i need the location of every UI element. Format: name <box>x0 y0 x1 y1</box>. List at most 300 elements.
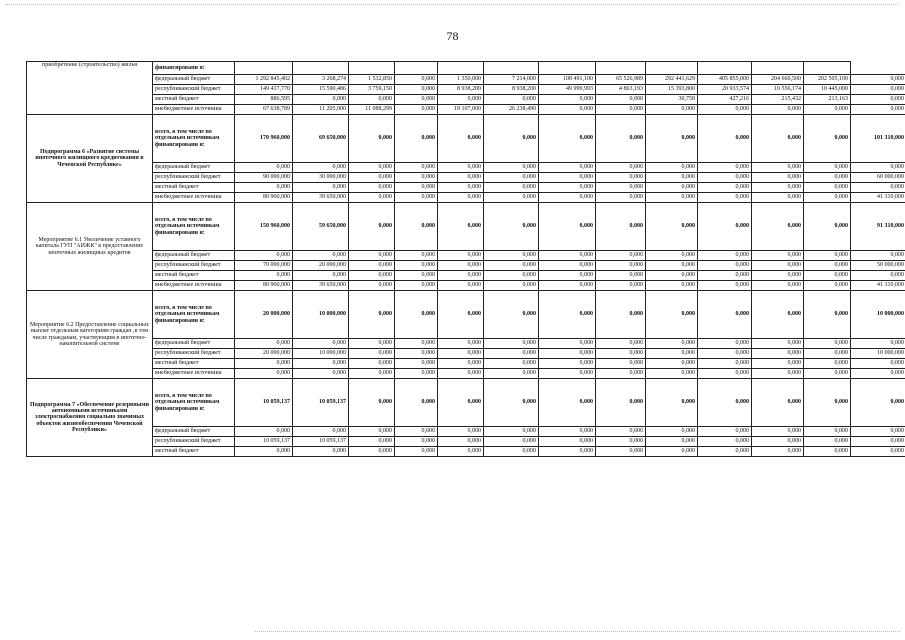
amount-cell: 0,000 <box>438 349 484 359</box>
amount-cell: 0,000 <box>484 369 539 379</box>
amount-cell: 0,000 <box>646 379 698 427</box>
amount-cell: 0,000 <box>438 203 484 251</box>
amount-cell: 0,000 <box>698 183 752 193</box>
amount-cell: 0,000 <box>851 85 905 95</box>
amount-cell: 0,000 <box>235 427 293 437</box>
amount-cell: 0,000 <box>752 173 804 183</box>
amount-cell: 0,000 <box>484 291 539 339</box>
amount-cell: 0,000 <box>646 183 698 193</box>
amount-cell: 10 059,137 <box>293 437 349 447</box>
amount-cell: 170 960,000 <box>235 115 293 163</box>
amount-cell: 0,000 <box>596 193 646 203</box>
amount-cell: 0,000 <box>596 281 646 291</box>
amount-cell: 204 660,500 <box>752 75 804 85</box>
amount-cell: 0,000 <box>438 261 484 271</box>
amount-cell: 10 000,000 <box>851 291 905 339</box>
amount-cell: 0,000 <box>804 115 851 163</box>
amount-cell: 0,000 <box>293 271 349 281</box>
amount-cell: 0,000 <box>539 427 596 437</box>
amount-cell: 0,000 <box>438 437 484 447</box>
amount-cell: 0,000 <box>752 379 804 427</box>
amount-cell: 0,000 <box>752 349 804 359</box>
amount-cell: 10 000,000 <box>851 349 905 359</box>
amount-cell: 0,000 <box>596 379 646 427</box>
amount-cell <box>235 62 293 75</box>
amount-cell: 0,000 <box>484 173 539 183</box>
table-row <box>27 163 905 173</box>
amount-cell: 0,000 <box>646 427 698 437</box>
amount-cell: 0,000 <box>395 291 438 339</box>
amount-cell: 0,000 <box>596 369 646 379</box>
amount-cell: 0,000 <box>539 339 596 349</box>
amount-cell: 0,000 <box>851 183 905 193</box>
funding-source: федеральный бюджет <box>153 163 235 173</box>
amount-cell: 0,000 <box>596 359 646 369</box>
amount-cell: 0,000 <box>752 271 804 281</box>
amount-cell: 0,000 <box>235 359 293 369</box>
amount-cell: 0,000 <box>539 271 596 281</box>
amount-cell <box>484 62 539 75</box>
funding-source: местный бюджет <box>153 359 235 369</box>
amount-cell: 0,000 <box>698 115 752 163</box>
amount-cell: 0,000 <box>395 261 438 271</box>
amount-cell: 0,000 <box>851 369 905 379</box>
financing-table <box>26 61 905 457</box>
amount-cell: 0,000 <box>395 437 438 447</box>
funding-source: всего, в том числе по отдельным источникам финансировани я: <box>153 379 235 427</box>
amount-cell: 0,000 <box>646 437 698 447</box>
amount-cell: 0,000 <box>395 105 438 115</box>
amount-cell: 0,000 <box>349 163 395 173</box>
amount-cell: 0,000 <box>851 163 905 173</box>
amount-cell: 0,000 <box>395 115 438 163</box>
amount-cell: 0,000 <box>698 339 752 349</box>
amount-cell: 0,000 <box>539 447 596 457</box>
amount-cell: 0,000 <box>484 203 539 251</box>
amount-cell: 0,000 <box>804 447 851 457</box>
amount-cell: 60 000,000 <box>851 173 905 183</box>
funding-source: всего, в том числе по отдельным источникам финансировани я: <box>153 203 235 251</box>
amount-cell <box>646 62 698 75</box>
amount-cell: 0,000 <box>596 349 646 359</box>
amount-cell: 0,000 <box>596 427 646 437</box>
funding-source: республиканский бюджет <box>153 437 235 447</box>
table-row <box>27 427 905 437</box>
amount-cell: 0,000 <box>349 359 395 369</box>
amount-cell <box>395 62 438 75</box>
table-row <box>27 447 905 457</box>
amount-cell: 213,163 <box>804 95 851 105</box>
amount-cell: 26 238,490 <box>484 105 539 115</box>
amount-cell: 0,000 <box>484 349 539 359</box>
amount-cell: 4 863,193 <box>596 85 646 95</box>
amount-cell: 0,000 <box>596 339 646 349</box>
amount-cell: 0,000 <box>698 291 752 339</box>
amount-cell: 0,000 <box>438 183 484 193</box>
amount-cell: 20 000,000 <box>293 261 349 271</box>
amount-cell: 20 000,000 <box>235 291 293 339</box>
amount-cell: 0,000 <box>484 183 539 193</box>
funding-source: всего, в том числе по отдельным источникам финансировани я: <box>153 115 235 163</box>
amount-cell: 0,000 <box>596 163 646 173</box>
amount-cell: 0,000 <box>395 271 438 281</box>
funding-source: федеральный бюджет <box>153 339 235 349</box>
amount-cell: 0,000 <box>235 251 293 261</box>
amount-cell: 19 107,000 <box>438 105 484 115</box>
amount-cell: 7 214,000 <box>484 75 539 85</box>
amount-cell: 0,000 <box>484 261 539 271</box>
table-row <box>27 359 905 369</box>
funding-source: республиканский бюджет <box>153 85 235 95</box>
funding-source: финансировани я: <box>153 62 235 75</box>
table-row-total <box>27 115 905 163</box>
amount-cell: 0,000 <box>646 193 698 203</box>
amount-cell: 0,000 <box>698 349 752 359</box>
amount-cell: 0,000 <box>698 271 752 281</box>
amount-cell: 67 638,789 <box>235 105 293 115</box>
amount-cell: 0,000 <box>646 173 698 183</box>
amount-cell: 0,000 <box>293 427 349 437</box>
amount-cell: 0,000 <box>804 349 851 359</box>
amount-cell: 0,000 <box>596 203 646 251</box>
amount-cell: 0,000 <box>438 251 484 261</box>
amount-cell: 149 417,770 <box>235 85 293 95</box>
amount-cell: 20 000,000 <box>235 349 293 359</box>
amount-cell: 0,000 <box>395 281 438 291</box>
funding-source: федеральный бюджет <box>153 251 235 261</box>
amount-cell: 0,000 <box>395 193 438 203</box>
amount-cell: 0,000 <box>539 163 596 173</box>
amount-cell: 0,000 <box>698 173 752 183</box>
amount-cell: 0,000 <box>293 369 349 379</box>
program-name: Мероприятие 6.2 Предоставление социальных выплат отдельным категориям граждан ,в том числе гражданам, участвующим в ипотечно-накопительной системе <box>27 291 153 379</box>
amount-cell: 0,000 <box>596 95 646 105</box>
amount-cell: 10 445,000 <box>804 85 851 95</box>
amount-cell: 0,000 <box>349 339 395 349</box>
funding-source: местный бюджет <box>153 271 235 281</box>
amount-cell: 0,000 <box>349 203 395 251</box>
amount-cell: 50 000,000 <box>851 261 905 271</box>
amount-cell: 0,000 <box>646 339 698 349</box>
amount-cell: 0,000 <box>539 261 596 271</box>
program-name: приобретение (строительство) жилья <box>27 62 153 115</box>
amount-cell: 65 526,989 <box>596 75 646 85</box>
program-name: Подпрограмма 7 «Обеспечение резервными автономными источниками электроснабжения социально значимых объектов жизнеобеспечения Чеченской Республики» <box>27 379 153 457</box>
amount-cell: 0,000 <box>539 173 596 183</box>
table-body <box>27 62 905 457</box>
amount-cell: 0,000 <box>395 95 438 105</box>
amount-cell: 0,000 <box>804 203 851 251</box>
scan-top-edge <box>6 4 898 5</box>
amount-cell: 0,000 <box>752 281 804 291</box>
amount-cell: 0,000 <box>698 447 752 457</box>
funding-source: местный бюджет <box>153 447 235 457</box>
amount-cell: 0,000 <box>851 75 905 85</box>
amount-cell: 0,000 <box>646 447 698 457</box>
table-row <box>27 173 905 183</box>
amount-cell <box>349 62 395 75</box>
amount-cell: 0,000 <box>395 349 438 359</box>
amount-cell: 0,000 <box>596 105 646 115</box>
amount-cell: 405 855,000 <box>698 75 752 85</box>
amount-cell: 11 088,299 <box>349 105 395 115</box>
amount-cell: 10 059,137 <box>235 379 293 427</box>
amount-cell: 0,000 <box>851 271 905 281</box>
amount-cell: 0,000 <box>752 251 804 261</box>
amount-cell: 0,000 <box>752 183 804 193</box>
amount-cell: 0,000 <box>349 261 395 271</box>
amount-cell: 101 310,000 <box>851 115 905 163</box>
amount-cell: 0,000 <box>395 75 438 85</box>
amount-cell: 1 292 845,402 <box>235 75 293 85</box>
amount-cell: 0,000 <box>349 379 395 427</box>
table-row <box>27 369 905 379</box>
table-row <box>27 251 905 261</box>
funding-source: республиканский бюджет <box>153 173 235 183</box>
funding-source: республиканский бюджет <box>153 261 235 271</box>
amount-cell: 0,000 <box>438 379 484 427</box>
amount-cell: 0,000 <box>851 95 905 105</box>
amount-cell: 0,000 <box>646 349 698 359</box>
amount-cell: 0,000 <box>349 271 395 281</box>
amount-cell: 0,000 <box>698 437 752 447</box>
amount-cell: 30,758 <box>646 95 698 105</box>
amount-cell: 0,000 <box>646 203 698 251</box>
amount-cell: 0,000 <box>438 447 484 457</box>
amount-cell: 10 059,137 <box>235 437 293 447</box>
amount-cell: 59 650,000 <box>293 203 349 251</box>
amount-cell: 0,000 <box>851 339 905 349</box>
amount-cell: 0,000 <box>851 447 905 457</box>
amount-cell: 0,000 <box>438 427 484 437</box>
amount-cell: 0,000 <box>804 173 851 183</box>
amount-cell: 0,000 <box>752 339 804 349</box>
amount-cell: 0,000 <box>349 369 395 379</box>
amount-cell: 0,000 <box>438 339 484 349</box>
amount-cell: 0,000 <box>438 359 484 369</box>
table-row-total <box>27 379 905 427</box>
amount-cell: 0,000 <box>851 427 905 437</box>
amount-cell: 0,000 <box>293 447 349 457</box>
amount-cell: 0,000 <box>851 359 905 369</box>
amount-cell: 0,000 <box>235 163 293 173</box>
amount-cell: 0,000 <box>539 183 596 193</box>
amount-cell: 0,000 <box>438 173 484 183</box>
amount-cell <box>438 62 484 75</box>
table-row <box>27 339 905 349</box>
amount-cell: 0,000 <box>596 271 646 281</box>
amount-cell: 10 000,000 <box>293 349 349 359</box>
amount-cell: 0,000 <box>349 447 395 457</box>
amount-cell: 11 205,000 <box>293 105 349 115</box>
amount-cell: 0,000 <box>804 105 851 115</box>
funding-source: местный бюджет <box>153 183 235 193</box>
amount-cell: 886,595 <box>235 95 293 105</box>
amount-cell: 0,000 <box>851 105 905 115</box>
amount-cell: 108 491,100 <box>539 75 596 85</box>
page-number: 78 <box>446 29 459 43</box>
amount-cell: 0,000 <box>646 261 698 271</box>
funding-source: всего, в том числе по отдельным источникам финансировани я: <box>153 291 235 339</box>
amount-cell: 0,000 <box>539 437 596 447</box>
amount-cell: 15 393,800 <box>646 85 698 95</box>
amount-cell: 0,000 <box>484 339 539 349</box>
amount-cell: 0,000 <box>293 163 349 173</box>
amount-cell: 0,000 <box>293 183 349 193</box>
amount-cell: 0,000 <box>752 163 804 173</box>
amount-cell: 0,000 <box>596 291 646 339</box>
amount-cell: 0,000 <box>804 271 851 281</box>
amount-cell: 0,000 <box>484 251 539 261</box>
amount-cell: 0,000 <box>539 115 596 163</box>
amount-cell: 20 933,574 <box>698 85 752 95</box>
amount-cell: 0,000 <box>752 369 804 379</box>
amount-cell: 0,000 <box>804 437 851 447</box>
amount-cell: 8 938,200 <box>438 85 484 95</box>
amount-cell: 0,000 <box>395 251 438 261</box>
amount-cell: 215,432 <box>752 95 804 105</box>
amount-cell: 0,000 <box>596 447 646 457</box>
table-row <box>27 193 905 203</box>
amount-cell <box>804 62 851 75</box>
amount-cell: 0,000 <box>484 447 539 457</box>
amount-cell: 0,000 <box>698 379 752 427</box>
program-name: Подпрограмма 6 «Развитие системы ипотечного жилищного кредитования в Чеченской Республике» <box>27 115 153 203</box>
amount-cell: 0,000 <box>438 115 484 163</box>
amount-cell: 0,000 <box>804 193 851 203</box>
amount-cell: 0,000 <box>698 369 752 379</box>
funding-source: федеральный бюджет <box>153 75 235 85</box>
amount-cell: 0,000 <box>752 437 804 447</box>
table-row <box>27 261 905 271</box>
amount-cell: 0,000 <box>596 251 646 261</box>
amount-cell: 0,000 <box>349 281 395 291</box>
amount-cell: 0,000 <box>349 427 395 437</box>
funding-source: внебюджетные источники <box>153 105 235 115</box>
amount-cell: 0,000 <box>395 173 438 183</box>
amount-cell: 0,000 <box>235 369 293 379</box>
amount-cell: 0,000 <box>349 251 395 261</box>
amount-cell: 202 505,100 <box>804 75 851 85</box>
amount-cell: 0,000 <box>539 291 596 339</box>
amount-cell: 0,000 <box>596 183 646 193</box>
amount-cell: 0,000 <box>596 437 646 447</box>
amount-cell: 0,000 <box>539 379 596 427</box>
table-row <box>27 105 905 115</box>
amount-cell: 0,000 <box>752 193 804 203</box>
amount-cell: 0,000 <box>804 281 851 291</box>
amount-cell: 0,000 <box>484 359 539 369</box>
amount-cell: 0,000 <box>395 183 438 193</box>
amount-cell: 0,000 <box>438 281 484 291</box>
amount-cell: 150 960,000 <box>235 203 293 251</box>
amount-cell: 0,000 <box>804 251 851 261</box>
amount-cell: 0,000 <box>596 115 646 163</box>
scan-bottom-edge <box>255 631 900 632</box>
amount-cell: 0,000 <box>752 447 804 457</box>
amount-cell: 0,000 <box>698 203 752 251</box>
amount-cell: 292 441,629 <box>646 75 698 85</box>
funding-source: республиканский бюджет <box>153 349 235 359</box>
amount-cell: 0,000 <box>646 251 698 261</box>
amount-cell: 0,000 <box>752 291 804 339</box>
amount-cell: 80 960,000 <box>235 281 293 291</box>
table-row-total <box>27 203 905 251</box>
amount-cell: 0,000 <box>698 251 752 261</box>
amount-cell: 1 350,000 <box>438 75 484 85</box>
amount-cell: 3 759,150 <box>349 85 395 95</box>
amount-cell: 8 938,200 <box>484 85 539 95</box>
amount-cell: 0,000 <box>349 183 395 193</box>
amount-cell: 0,000 <box>395 85 438 95</box>
amount-cell: 0,000 <box>349 437 395 447</box>
amount-cell: 0,000 <box>646 163 698 173</box>
table-row-total <box>27 291 905 339</box>
amount-cell: 0,000 <box>293 95 349 105</box>
amount-cell: 80 960,000 <box>235 193 293 203</box>
amount-cell: 0,000 <box>698 427 752 437</box>
amount-cell: 91 310,000 <box>851 203 905 251</box>
amount-cell: 0,000 <box>484 163 539 173</box>
amount-cell: 0,000 <box>349 193 395 203</box>
amount-cell: 0,000 <box>349 173 395 183</box>
amount-cell: 0,000 <box>235 271 293 281</box>
amount-cell: 0,000 <box>395 359 438 369</box>
amount-cell: 0,000 <box>596 173 646 183</box>
amount-cell: 30 000,000 <box>293 173 349 183</box>
amount-cell: 15 590,486 <box>293 85 349 95</box>
amount-cell: 0,000 <box>349 95 395 105</box>
amount-cell: 0,000 <box>804 261 851 271</box>
amount-cell <box>539 62 596 75</box>
table-row <box>27 95 905 105</box>
amount-cell: 41 310,000 <box>851 193 905 203</box>
amount-cell: 0,000 <box>438 271 484 281</box>
amount-cell: 0,000 <box>596 261 646 271</box>
amount-cell: 0,000 <box>698 163 752 173</box>
amount-cell: 0,000 <box>395 447 438 457</box>
amount-cell: 39 650,000 <box>293 193 349 203</box>
amount-cell: 39 650,000 <box>293 281 349 291</box>
funding-source: внебюджетные источники <box>153 281 235 291</box>
amount-cell: 70 000,000 <box>235 261 293 271</box>
amount-cell: 0,000 <box>539 193 596 203</box>
amount-cell: 0,000 <box>484 437 539 447</box>
amount-cell: 0,000 <box>851 251 905 261</box>
amount-cell: 0,000 <box>235 339 293 349</box>
amount-cell: 69 650,000 <box>293 115 349 163</box>
amount-cell: 0,000 <box>539 369 596 379</box>
amount-cell: 0,000 <box>484 281 539 291</box>
amount-cell: 0,000 <box>752 203 804 251</box>
amount-cell: 0,000 <box>349 349 395 359</box>
amount-cell: 0,000 <box>646 291 698 339</box>
amount-cell: 0,000 <box>804 163 851 173</box>
table-row <box>27 75 905 85</box>
amount-cell: 0,000 <box>395 379 438 427</box>
amount-cell: 0,000 <box>349 115 395 163</box>
amount-cell <box>596 62 646 75</box>
amount-cell: 3 268,274 <box>293 75 349 85</box>
amount-cell: 0,000 <box>539 105 596 115</box>
amount-cell: 0,000 <box>395 369 438 379</box>
amount-cell: 10 000,000 <box>293 291 349 339</box>
table-row-total <box>27 62 905 75</box>
amount-cell: 0,000 <box>395 427 438 437</box>
amount-cell: 0,000 <box>395 163 438 173</box>
amount-cell: 0,000 <box>804 369 851 379</box>
amount-cell: 0,000 <box>293 339 349 349</box>
